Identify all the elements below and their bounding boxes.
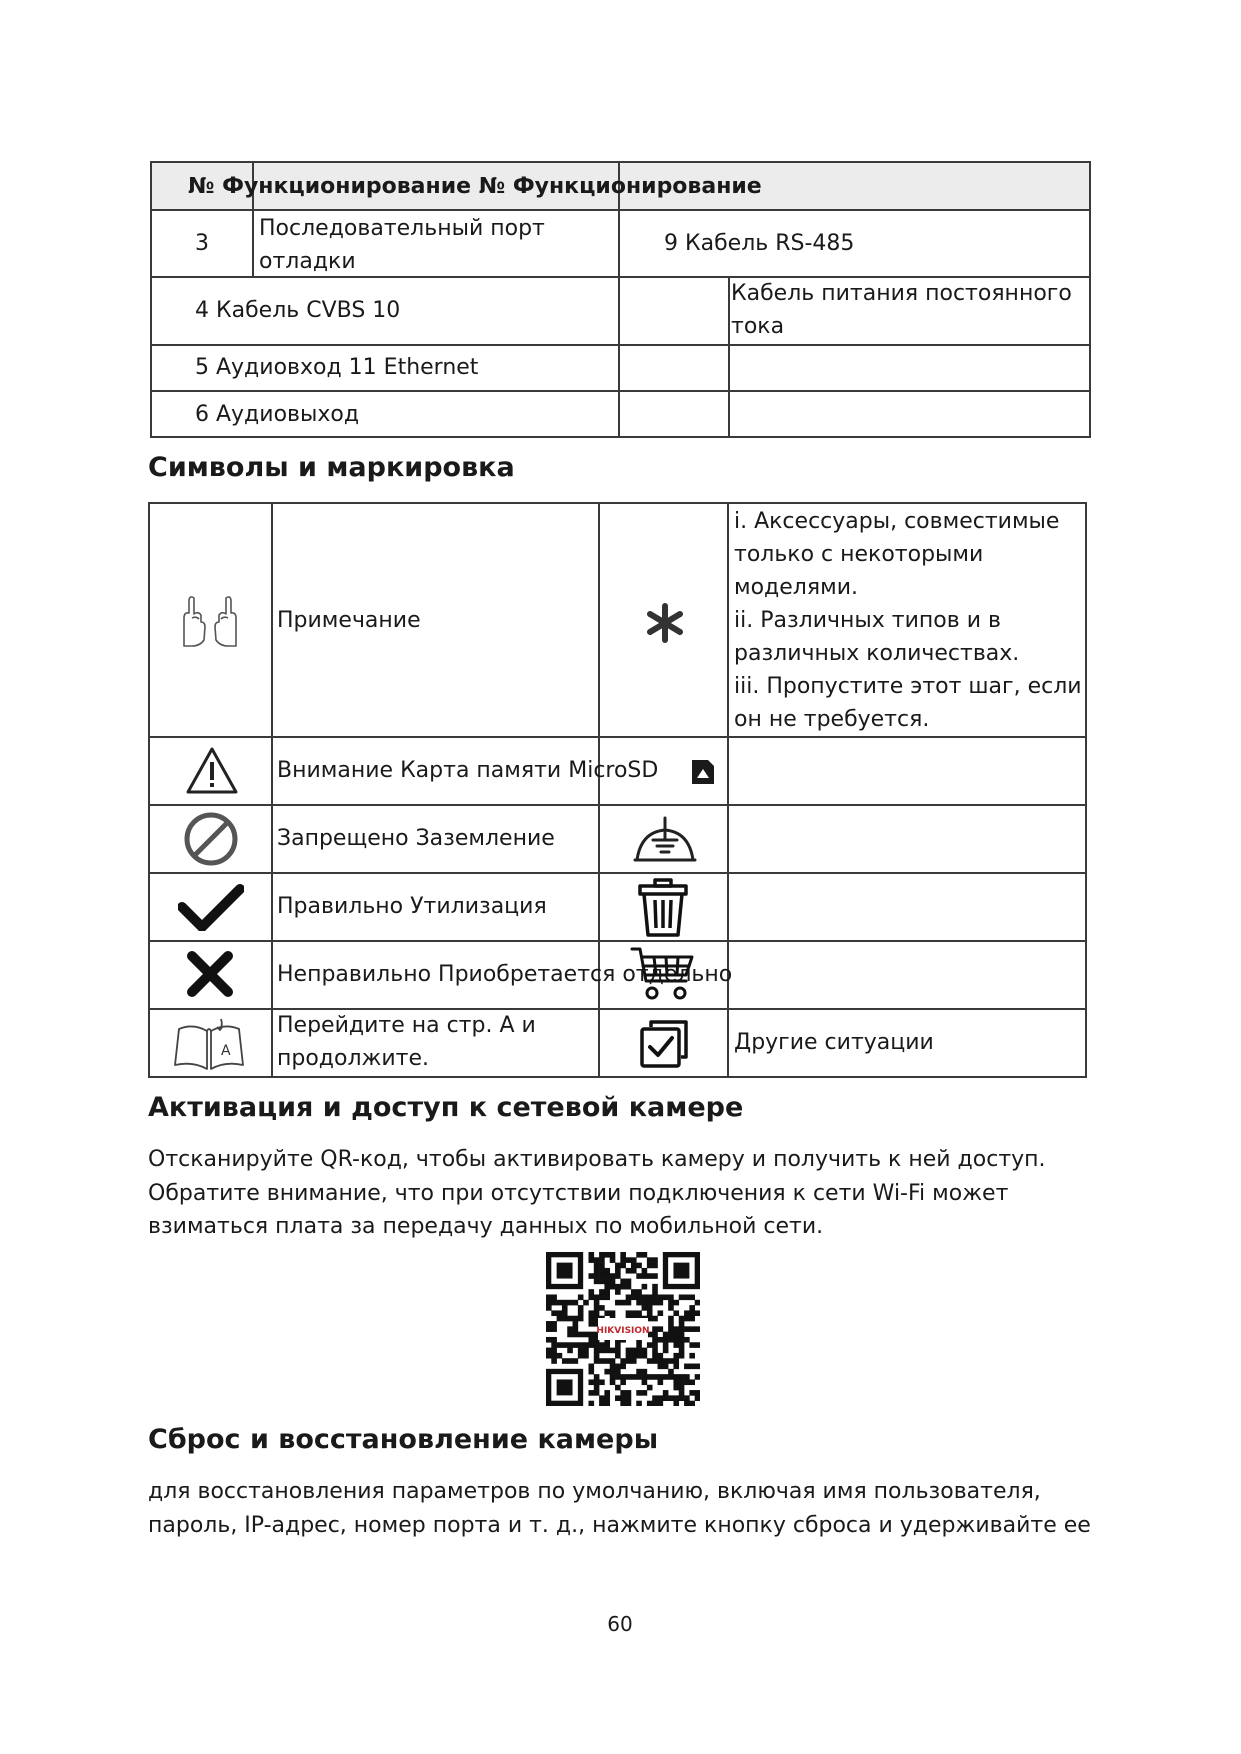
row-5-text: 5 Аудиовход 11 Ethernet	[195, 355, 479, 380]
note-line: ii. Различных типов и в	[734, 608, 1001, 633]
activation-paragraph-line: взиматься плата за передачу данных по мобильной сети.	[148, 1214, 824, 1239]
shopping-cart-icon	[630, 945, 694, 1003]
note-line: различных количествах.	[734, 641, 1020, 666]
note-line: i. Аксессуары, совместимые	[734, 509, 1060, 534]
note-line: моделями.	[734, 575, 858, 600]
asterisk-icon	[645, 603, 685, 643]
row-10-line1: Кабель питания постоянного	[731, 281, 1072, 306]
symbol-other-label: Другие ситуации	[734, 1030, 934, 1055]
note-line: только с некоторыми	[734, 542, 984, 567]
qr-logo-text: HIKVISION	[596, 1326, 650, 1336]
row-6-text: 6 Аудиовыход	[195, 402, 360, 427]
reset-paragraph-line: для восстановления параметров по умолчанию, включая имя пользователя,	[148, 1479, 1041, 1504]
symbol-goto-line2: продолжите.	[277, 1046, 430, 1071]
row-4-text: 4 Кабель CVBS 10	[195, 298, 401, 323]
ground-icon	[633, 816, 697, 866]
table-header: № Функционирование № Функционирование	[188, 174, 762, 199]
page-number: 60	[607, 1612, 633, 1636]
qr-code[interactable]	[546, 1252, 700, 1406]
reset-paragraph-line: пароль, IP-адрес, номер порта и т. д., нажмите кнопку сброса и удерживайте ее	[148, 1513, 1091, 1538]
svg-text:A: A	[221, 1043, 231, 1059]
warning-triangle-icon	[185, 746, 239, 796]
microsd-card-icon	[690, 758, 716, 786]
reset-heading: Сброс и восстановление камеры	[148, 1424, 659, 1455]
symbol-prohibited-label: Запрещено Заземление	[277, 826, 555, 851]
book-icon	[171, 1015, 247, 1071]
note-line: он не требуется.	[734, 707, 930, 732]
symbol-warning-label: Внимание Карта памяти MicroSD	[277, 758, 659, 783]
checkbox-stack-icon	[639, 1019, 689, 1069]
note-line: iii. Пропустите этот шаг, если	[734, 674, 1082, 699]
symbol-incorrect-label: Неправильно Приобретается отдельно	[277, 962, 733, 987]
cross-icon	[186, 950, 234, 998]
activation-paragraph-line: Обратите внимание, что при отсутствии подключения к сети Wi-Fi может	[148, 1181, 1009, 1206]
symbols-heading: Символы и маркировка	[148, 452, 515, 483]
hand-pointing-icon	[178, 592, 242, 648]
row-3-function-line1: Последовательный порт	[259, 216, 545, 241]
row-3-number: 3	[195, 231, 209, 256]
checkmark-icon	[178, 883, 244, 931]
symbol-note-label: Примечание	[277, 608, 421, 633]
symbol-goto-line1: Перейдите на стр. A и	[277, 1013, 536, 1038]
activation-paragraph-line: Отсканируйте QR-код, чтобы активировать камеру и получить к ней доступ.	[148, 1147, 1046, 1172]
symbol-correct-label: Правильно Утилизация	[277, 894, 547, 919]
row-9-text: 9 Кабель RS-485	[664, 231, 855, 256]
activation-heading: Активация и доступ к сетевой камере	[148, 1092, 744, 1123]
row-10-line2: тока	[731, 314, 785, 339]
prohibited-icon	[183, 811, 239, 867]
trash-bin-icon	[637, 878, 689, 938]
row-3-function-line2: отладки	[259, 249, 356, 274]
